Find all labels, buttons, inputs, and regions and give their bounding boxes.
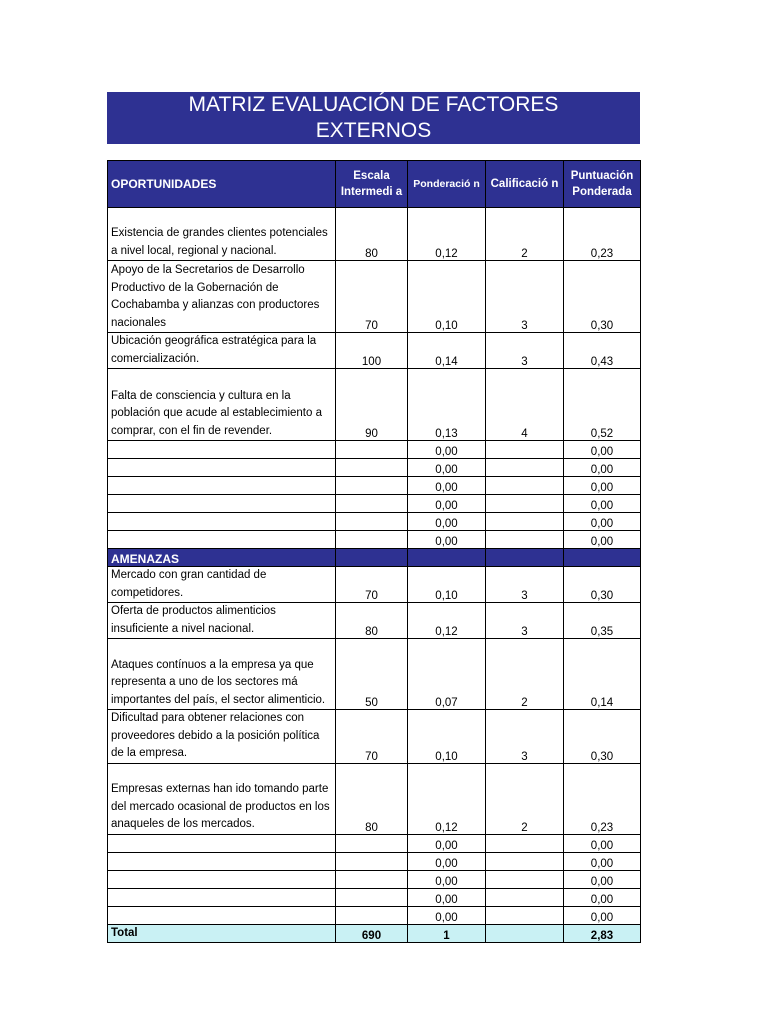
calificacion-cell <box>486 531 564 549</box>
oportunidades-row <box>108 459 641 477</box>
calificacion-cell <box>486 870 564 888</box>
ponderacion-cell: 0,00 <box>408 459 486 477</box>
factor-text <box>108 888 336 906</box>
escala-cell <box>336 513 408 531</box>
puntuacion-cell: 0,00 <box>564 459 641 477</box>
calificacion-cell: 2 <box>486 639 564 710</box>
factor-text <box>108 477 336 495</box>
calificacion-cell: 3 <box>486 603 564 639</box>
puntuacion-cell: 0,52 <box>564 369 641 441</box>
calificacion-cell <box>486 441 564 459</box>
total-label: Total <box>108 924 336 943</box>
ponderacion-cell: 0,12 <box>408 208 486 261</box>
escala-cell: 80 <box>336 603 408 639</box>
escala-cell <box>336 906 408 924</box>
factor-text: Existencia de grandes clientes potenciales a nivel local, regional y nacional. <box>108 208 336 261</box>
ponderacion-cell: 0,00 <box>408 906 486 924</box>
puntuacion-cell: 0,00 <box>564 870 641 888</box>
amenazas-row <box>108 906 641 924</box>
factor-text <box>108 834 336 852</box>
factor-text: Falta de consciencia y cultura en la población que acude al establecimiento a comprar, con el fin de revender. <box>108 369 336 441</box>
ponderacion-cell: 0,00 <box>408 441 486 459</box>
puntuacion-cell: 0,23 <box>564 208 641 261</box>
title-line-2: EXTERNOS <box>315 119 432 142</box>
calificacion-cell: 4 <box>486 369 564 441</box>
calificacion-cell <box>486 852 564 870</box>
escala-cell <box>336 477 408 495</box>
calificacion-cell: 2 <box>486 763 564 834</box>
escala-cell <box>336 888 408 906</box>
amenazas-row <box>108 852 641 870</box>
oportunidades-row <box>108 531 641 549</box>
oportunidades-row <box>108 333 641 369</box>
ponderacion-cell: 0,13 <box>408 369 486 441</box>
header-oportunidades: OPORTUNIDADES <box>108 161 336 208</box>
factor-text <box>108 852 336 870</box>
puntuacion-cell: 0,00 <box>564 906 641 924</box>
factor-text <box>108 531 336 549</box>
ponderacion-cell: 0,12 <box>408 763 486 834</box>
ponderacion-cell: 0,14 <box>408 333 486 369</box>
oportunidades-row <box>108 369 641 441</box>
amenazas-row <box>108 763 641 834</box>
oportunidades-row <box>108 477 641 495</box>
escala-cell <box>336 459 408 477</box>
escala-cell <box>336 834 408 852</box>
puntuacion-cell: 0,00 <box>564 513 641 531</box>
calificacion-cell: 3 <box>486 567 564 603</box>
oportunidades-row <box>108 495 641 513</box>
puntuacion-cell: 0,00 <box>564 441 641 459</box>
total-row <box>108 924 641 943</box>
total-escala: 690 <box>336 924 408 943</box>
total-puntuacion: 2,83 <box>564 924 641 943</box>
escala-cell: 50 <box>336 639 408 710</box>
escala-cell <box>336 870 408 888</box>
calificacion-cell <box>486 495 564 513</box>
section-filler-cell <box>408 549 486 567</box>
oportunidades-row <box>108 208 641 261</box>
header-ponderacion: Ponderació n <box>408 161 486 208</box>
escala-cell <box>336 531 408 549</box>
puntuacion-cell: 0,14 <box>564 639 641 710</box>
factor-text: Ataques contínuos a la empresa ya que representa a uno de los sectores má importantes del país, el sector alimenticio. <box>108 639 336 710</box>
page-title <box>107 92 640 144</box>
escala-cell: 90 <box>336 369 408 441</box>
ponderacion-cell: 0,00 <box>408 531 486 549</box>
factor-text: Empresas externas han ido tomando parte del mercado ocasional de productos en los anaqueles de los mercados. <box>108 763 336 834</box>
calificacion-cell <box>486 459 564 477</box>
oportunidades-row <box>108 261 641 333</box>
ponderacion-cell: 0,00 <box>408 495 486 513</box>
puntuacion-cell: 0,00 <box>564 531 641 549</box>
amenazas-row <box>108 639 641 710</box>
total-ponderacion: 1 <box>408 924 486 943</box>
ponderacion-cell: 0,07 <box>408 639 486 710</box>
puntuacion-cell: 0,30 <box>564 261 641 333</box>
title-line-1: MATRIZ EVALUACIÓN DE FACTORES <box>188 93 559 116</box>
escala-cell: 70 <box>336 710 408 764</box>
factor-text <box>108 441 336 459</box>
calificacion-cell <box>486 906 564 924</box>
amenazas-row <box>108 710 641 764</box>
factor-text: Dificultad para obtener relaciones con proveedores debido a la posición política de la empresa. <box>108 710 336 764</box>
amenazas-row <box>108 834 641 852</box>
amenazas-label: AMENAZAS <box>108 549 336 567</box>
calificacion-cell: 3 <box>486 333 564 369</box>
ponderacion-cell: 0,12 <box>408 603 486 639</box>
ponderacion-cell: 0,00 <box>408 834 486 852</box>
factor-text <box>108 459 336 477</box>
factor-text: Apoyo de la Secretarios de Desarrollo Productivo de la Gobernación de Cochabamba y alianzas con productores nacionales <box>108 261 336 333</box>
escala-cell: 70 <box>336 261 408 333</box>
oportunidades-row <box>108 513 641 531</box>
header-puntuacion: Puntuación Ponderada <box>564 161 641 208</box>
calificacion-cell <box>486 834 564 852</box>
section-filler-cell <box>336 549 408 567</box>
factor-text: Mercado con gran cantidad de competidores. <box>108 567 336 603</box>
ponderacion-cell: 0,00 <box>408 852 486 870</box>
ponderacion-cell: 0,10 <box>408 567 486 603</box>
amenazas-section-row <box>108 549 641 567</box>
puntuacion-cell: 0,00 <box>564 477 641 495</box>
escala-cell: 80 <box>336 763 408 834</box>
total-calificacion <box>486 924 564 943</box>
puntuacion-cell: 0,00 <box>564 834 641 852</box>
efe-matrix-table <box>107 160 641 943</box>
factor-text: Oferta de productos alimenticios insuficiente a nivel nacional. <box>108 603 336 639</box>
amenazas-row <box>108 567 641 603</box>
escala-cell: 80 <box>336 208 408 261</box>
factor-text <box>108 513 336 531</box>
oportunidades-row <box>108 441 641 459</box>
escala-cell: 100 <box>336 333 408 369</box>
ponderacion-cell: 0,00 <box>408 477 486 495</box>
section-filler-cell <box>486 549 564 567</box>
factor-text <box>108 870 336 888</box>
section-filler-cell <box>564 549 641 567</box>
escala-cell <box>336 441 408 459</box>
escala-cell <box>336 495 408 513</box>
amenazas-row <box>108 888 641 906</box>
puntuacion-cell: 0,00 <box>564 888 641 906</box>
header-escala: Escala Intermedi a <box>336 161 408 208</box>
ponderacion-cell: 0,00 <box>408 513 486 531</box>
factor-text <box>108 906 336 924</box>
puntuacion-cell: 0,43 <box>564 333 641 369</box>
puntuacion-cell: 0,30 <box>564 710 641 764</box>
puntuacion-cell: 0,35 <box>564 603 641 639</box>
calificacion-cell <box>486 477 564 495</box>
ponderacion-cell: 0,10 <box>408 710 486 764</box>
factor-text: Ubicación geográfica estratégica para la comercialización. <box>108 333 336 369</box>
puntuacion-cell: 0,30 <box>564 567 641 603</box>
ponderacion-cell: 0,00 <box>408 888 486 906</box>
puntuacion-cell: 0,00 <box>564 495 641 513</box>
header-row <box>108 161 641 208</box>
puntuacion-cell: 0,00 <box>564 852 641 870</box>
factor-text <box>108 495 336 513</box>
header-calificacion: Calificació n <box>486 161 564 208</box>
calificacion-cell <box>486 888 564 906</box>
calificacion-cell: 3 <box>486 261 564 333</box>
ponderacion-cell: 0,10 <box>408 261 486 333</box>
amenazas-row <box>108 603 641 639</box>
puntuacion-cell: 0,23 <box>564 763 641 834</box>
calificacion-cell <box>486 513 564 531</box>
calificacion-cell: 2 <box>486 208 564 261</box>
amenazas-row <box>108 870 641 888</box>
calificacion-cell: 3 <box>486 710 564 764</box>
escala-cell <box>336 852 408 870</box>
ponderacion-cell: 0,00 <box>408 870 486 888</box>
escala-cell: 70 <box>336 567 408 603</box>
